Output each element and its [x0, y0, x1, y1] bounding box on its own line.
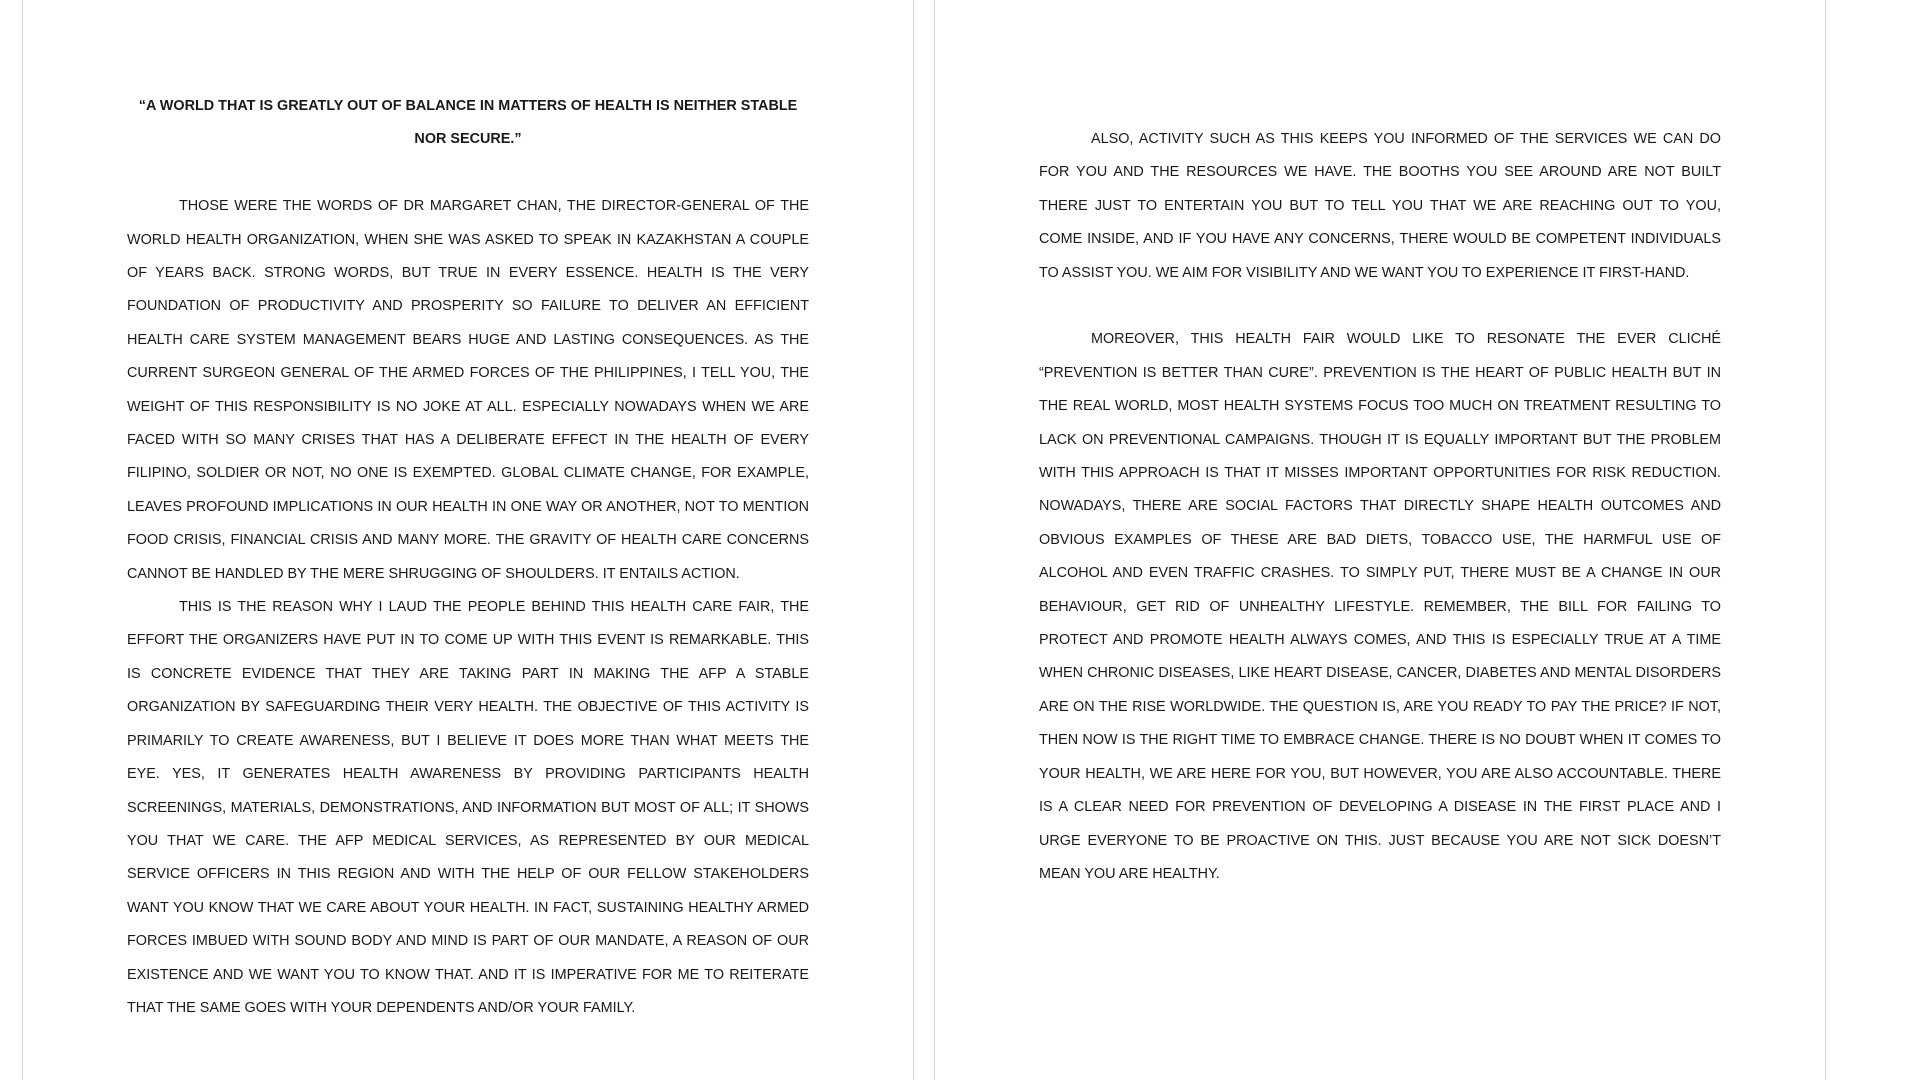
paragraph-3: ALSO, ACTIVITY SUCH AS THIS KEEPS YOU INFORMED OF THE SERVICES WE CAN DO FOR YOU AND THE RESOURCES WE HAVE. THE BOOTHS YOU SEE AROUND ARE NOT BUILT THERE JUST TO ENTERTAIN YOU BUT TO TELL YOU THAT WE ARE REACHING OUT TO YOU, COME INSIDE, AND IF YOU HAVE ANY CONCERNS, THERE WOULD BE COMPETENT INDIVIDUALS TO ASSIST YOU. WE AIM FOR VISIBILITY AND WE WANT YOU TO EXPERIENCE IT FIRST-HAND. — [1039, 131, 1721, 281]
paragraph-2: THIS IS THE REASON WHY I LAUD THE PEOPLE BEHIND THIS HEALTH CARE FAIR, THE EFFORT THE ORGANIZERS HAVE PUT IN TO COME UP WITH THIS EVENT IS REMARKABLE. THIS IS CONCRETE EVIDENCE THAT THEY ARE TAKING PART IN MAKING THE AFP A STABLE ORGANIZATION BY SAFEGUARDING THEIR VERY HEALTH. THE OBJECTIVE OF THIS ACTIVITY IS PRIMARILY TO CREATE AWARENESS, BUT I BELIEVE IT DOES MORE THAN WHAT MEETS THE EYE. YES, IT GENERATES HEALTH AWARENESS BY PROVIDING PARTICIPANTS HEALTH SCREENINGS, MATERIALS, DEMONSTRATIONS, AND INFORMATION BUT MOST OF ALL; IT SHOWS YOU THAT WE CARE. THE AFP MEDICAL SERVICES, AS REPRESENTED BY OUR MEDICAL SERVICE OFFICERS IN THIS REGION AND WITH THE HELP OF OUR FELLOW STAKEHOLDERS WANT YOU KNOW THAT WE CARE ABOUT YOUR HEALTH. IN FACT, SUSTAINING HEALTHY ARMED FORCES IMBUED WITH SOUND BODY AND MIND IS PART OF OUR MANDATE, A REASON OF OUR EXISTENCE AND WE WANT YOU TO KNOW THAT. AND IT IS IMPERATIVE FOR ME TO REITERATE THAT THE SAME GOES WITH YOUR DEPENDENTS AND/OR YOUR FAMILY. — [127, 599, 809, 1016]
quote-heading: “A WORLD THAT IS GREATLY OUT OF BALANCE IN MATTERS OF HEALTH IS NEITHER STABLE NOR SECURE.” — [138, 98, 798, 148]
paragraph-1: THOSE WERE THE WORDS OF DR MARGARET CHAN, THE DIRECTOR-GENERAL OF THE WORLD HEALTH ORGANIZATION, WHEN SHE WAS ASKED TO SPEAK IN KAZAKHSTAN A COUPLE OF YEARS BACK. STRONG WORDS, BUT TRUE IN EVERY ESSENCE. HEALTH IS THE VERY FOUNDATION OF PRODUCTIVITY AND PROSPERITY SO FAILURE TO DELIVER AN EFFICIENT HEALTH CARE SYSTEM MANAGEMENT BEARS HUGE AND LASTING CONSEQUENCES. AS THE CURRENT SURGEON GENERAL OF THE ARMED FORCES OF THE PHILIPPINES, I TELL YOU, THE WEIGHT OF THIS RESPONSIBILITY IS NO JOKE AT ALL. ESPECIALLY NOWADAYS WHEN WE ARE FACED WITH SO MANY CRISES THAT HAS A DELIBERATE EFFECT IN THE HEALTH OF EVERY FILIPINO, SOLDIER OR NOT, NO ONE IS EXEMPTED. GLOBAL CLIMATE CHANGE, FOR EXAMPLE, LEAVES PROFOUND IMPLICATIONS IN OUR HEALTH IN ONE WAY OR ANOTHER, NOT TO MENTION FOOD CRISIS, FINANCIAL CRISIS AND MANY MORE. THE GRAVITY OF HEALTH CARE CONCERNS CANNOT BE HANDLED BY THE MERE SHRUGGING OF SHOULDERS. IT ENTAILS ACTION. — [127, 198, 809, 582]
document-page-1 — [22, 0, 914, 1080]
document-page-2 — [934, 0, 1826, 1080]
page-2-text-body[interactable] — [1039, 123, 1721, 891]
page-1-text-body[interactable] — [127, 90, 809, 1025]
paragraph-4: MOREOVER, THIS HEALTH FAIR WOULD LIKE TO RESONATE THE EVER CLICHÉ “PREVENTION IS BETTER THAN CURE”. PREVENTION IS THE HEART OF PUBLIC HEALTH BUT IN THE REAL WORLD, MOST HEALTH SYSTEMS FOCUS TOO MUCH ON TREATMENT RESULTING TO LACK ON PREVENTIONAL CAMPAIGNS. THOUGH IT IS EQUALLY IMPORTANT BUT THE PROBLEM WITH THIS APPROACH IS THAT IT MISSES IMPORTANT OPPORTUNITIES FOR RISK REDUCTION. NOWADAYS, THERE ARE SOCIAL FACTORS THAT DIRECTLY SHAPE HEALTH OUTCOMES AND OBVIOUS EXAMPLES OF THESE ARE BAD DIETS, TOBACCO USE, THE HARMFUL USE OF ALCOHOL AND EVEN TRAFFIC CRASHES. TO SIMPLY PUT, THERE MUST BE A CHANGE IN OUR BEHAVIOUR, GET RID OF UNHEALTHY LIFESTYLE. REMEMBER, THE BILL FOR FAILING TO PROTECT AND PROMOTE HEALTH ALWAYS COMES, AND THIS IS ESPECIALLY TRUE AT A TIME WHEN CHRONIC DISEASES, LIKE HEART DISEASE, CANCER, DIABETES AND MENTAL DISORDERS ARE ON THE RISE WORLDWIDE. THE QUESTION IS, ARE YOU READY TO PAY THE PRICE? IF NOT, THEN NOW IS THE RIGHT TIME TO EMBRACE CHANGE. THERE IS NO DOUBT WHEN IT COMES TO YOUR HEALTH, WE ARE HERE FOR YOU, BUT HOWEVER, YOU ARE ALSO ACCOUNTABLE. THERE IS A CLEAR NEED FOR PREVENTION OF DEVELOPING A DISEASE IN THE FIRST PLACE AND I URGE EVERYONE TO BE PROACTIVE ON THIS. JUST BECAUSE YOU ARE NOT SICK DOESN’T MEAN YOU ARE HEALTHY. — [1039, 331, 1721, 882]
